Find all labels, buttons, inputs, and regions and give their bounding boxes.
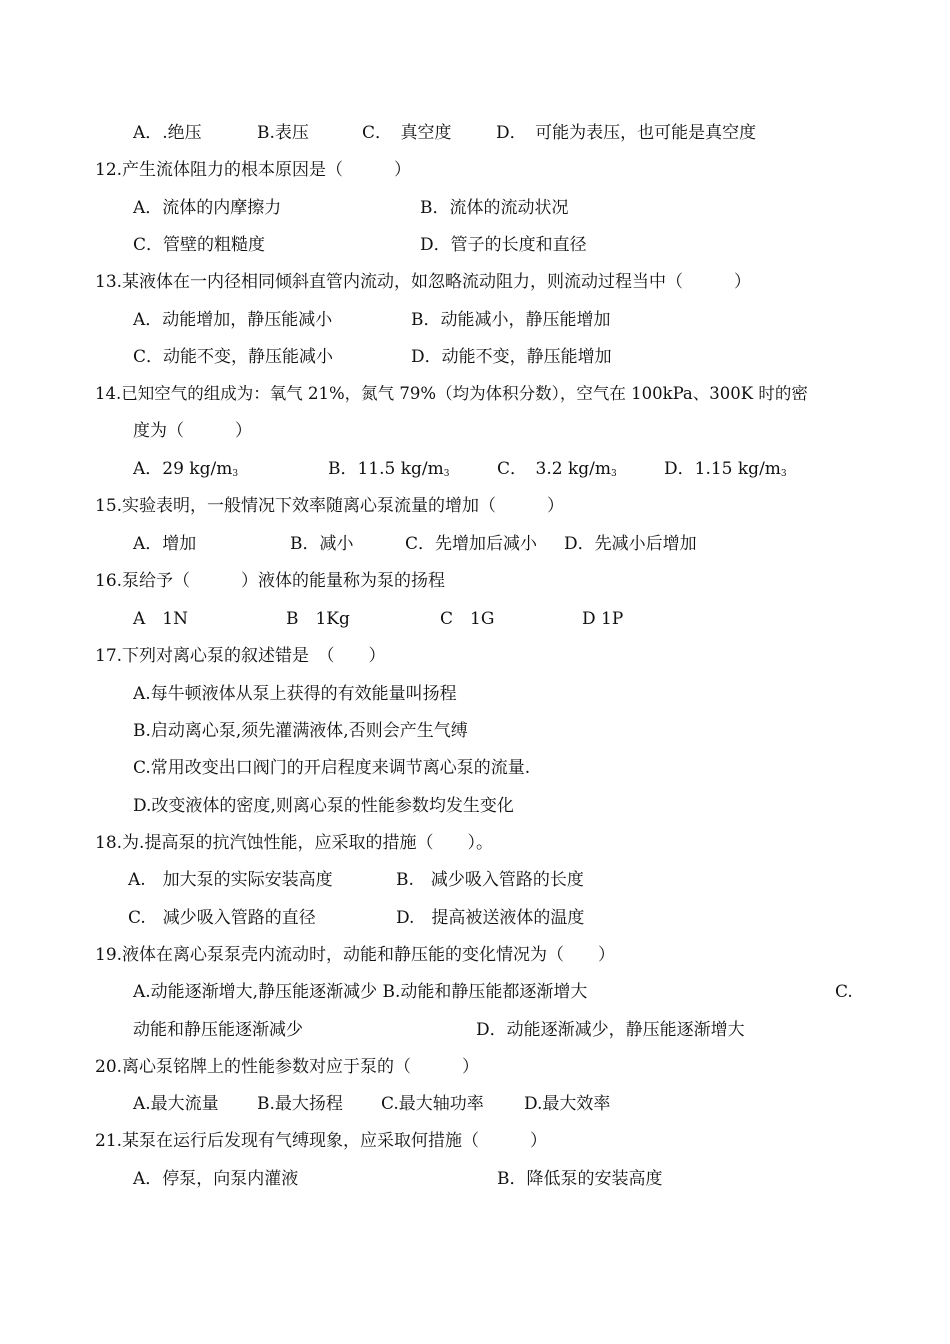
q18-stem: 18.为.提高泵的抗汽蚀性能，应采取的措施（ ）。 <box>95 833 493 853</box>
q19-option-d: D．动能逐渐减少，静压能逐渐增大 <box>476 1020 745 1040</box>
q14-option-d <box>664 458 787 485</box>
q14-option-a-text: A．29 kg/m <box>133 459 233 479</box>
q19-option-ab: A.动能逐渐增大,静压能逐渐减少 B.动能和静压能都逐渐增大 <box>133 982 588 1002</box>
q12-option-b: B．流体的流动状况 <box>420 198 569 218</box>
q17-option-c: C.常用改变出口阀门的开启程度来调节离心泵的流量. <box>133 758 531 778</box>
q17-stem: 17.下列对离心泵的叙述错是 （ ） <box>95 646 386 666</box>
q16-option-d: D 1P <box>582 609 624 629</box>
q11-option-c: C． 真空度 <box>362 123 452 143</box>
q11-option-b: B.表压 <box>257 123 309 143</box>
q13-option-a: A．动能增加，静压能减小 <box>133 310 333 330</box>
q17-option-a: A.每牛顿液体从泵上获得的有效能量叫扬程 <box>133 684 457 704</box>
q21-stem: 21.某泵在运行后发现有气缚现象，应采取何措施（ ） <box>95 1131 548 1151</box>
q12-stem: 12.产生流体阻力的根本原因是（ ） <box>95 160 412 180</box>
unit-exponent: 3 <box>443 469 450 479</box>
q17-option-d: D.改变液体的密度,则离心泵的性能参数均发生变化 <box>133 796 514 816</box>
q20-stem: 20.离心泵铭牌上的性能参数对应于泵的（ ） <box>95 1057 480 1077</box>
q14-option-b-text: B．11.5 kg/m <box>328 459 444 479</box>
q20-option-a: A.最大流量 <box>133 1094 219 1114</box>
q15-option-b: B．减小 <box>290 534 354 554</box>
q16-option-c: C 1G <box>440 609 495 629</box>
unit-exponent: 3 <box>780 469 787 479</box>
q19-option-c-label: C. <box>835 982 853 1002</box>
q21-option-a: A．停泵，向泵内灌液 <box>133 1169 299 1189</box>
q20-option-b: B.最大扬程 <box>257 1094 343 1114</box>
q18-option-c: C. 减少吸入管路的直径 <box>128 908 316 928</box>
q13-stem: 13.某液体在一内径相同倾斜直管内流动，如忽略流动阻力，则流动过程当中（ ） <box>95 272 752 292</box>
q21-option-b: B．降低泵的安装高度 <box>497 1169 663 1189</box>
q15-option-d: D．先减小后增加 <box>564 534 697 554</box>
q18-option-a: A. 加大泵的实际安装高度 <box>128 870 333 890</box>
q19-stem: 19.液体在离心泵泵壳内流动时，动能和静压能的变化情况为（ ） <box>95 945 616 965</box>
q12-option-a: A．流体的内摩擦力 <box>133 198 282 218</box>
q11-option-a: A．.绝压 <box>133 123 202 143</box>
q14-option-c <box>497 458 617 485</box>
q14-stem-line2: 度为（ ） <box>133 421 252 441</box>
q18-option-d: D. 提高被送液体的温度 <box>396 908 585 928</box>
q12-option-c: C．管壁的粗糙度 <box>133 235 266 255</box>
q16-option-b: B 1Kg <box>286 609 350 629</box>
q13-option-b: B．动能减小，静压能增加 <box>411 310 611 330</box>
q16-stem: 16.泵给予（ ）液体的能量称为泵的扬程 <box>95 571 446 591</box>
q20-option-d: D.最大效率 <box>524 1094 611 1114</box>
q14-stem-line1: 14.已知空气的组成为：氧气 21%，氮气 79%（均为体积分数），空气在 100kPa、300K 时的密 <box>95 384 808 403</box>
unit-exponent: 3 <box>232 469 239 479</box>
q14-option-d-text: D．1.15 kg/m <box>664 459 781 479</box>
q15-option-c: C．先增加后减小 <box>405 534 538 554</box>
q16-option-a: A 1N <box>133 609 188 629</box>
q14-option-a <box>133 458 238 485</box>
q13-option-c: C．动能不变，静压能减小 <box>133 347 334 367</box>
q13-option-d: D．动能不变，静压能增加 <box>411 347 612 367</box>
q12-option-d: D．管子的长度和直径 <box>420 235 587 255</box>
q15-option-a: A．增加 <box>133 534 197 554</box>
q14-option-c-text: C． 3.2 kg/m <box>497 459 611 479</box>
q17-option-b: B.启动离心泵,须先灌满液体,否则会产生气缚 <box>133 721 468 741</box>
q11-option-d: D． 可能为表压，也可能是真空度 <box>496 123 757 143</box>
q19-option-c: 动能和静压能逐渐减少 <box>133 1020 303 1040</box>
q15-stem: 15.实验表明，一般情况下效率随离心泵流量的增加（ ） <box>95 496 565 516</box>
q14-option-b <box>328 458 450 485</box>
unit-exponent: 3 <box>610 469 617 479</box>
q18-option-b: B. 减少吸入管路的长度 <box>396 870 584 890</box>
q20-option-c: C.最大轴功率 <box>381 1094 484 1114</box>
